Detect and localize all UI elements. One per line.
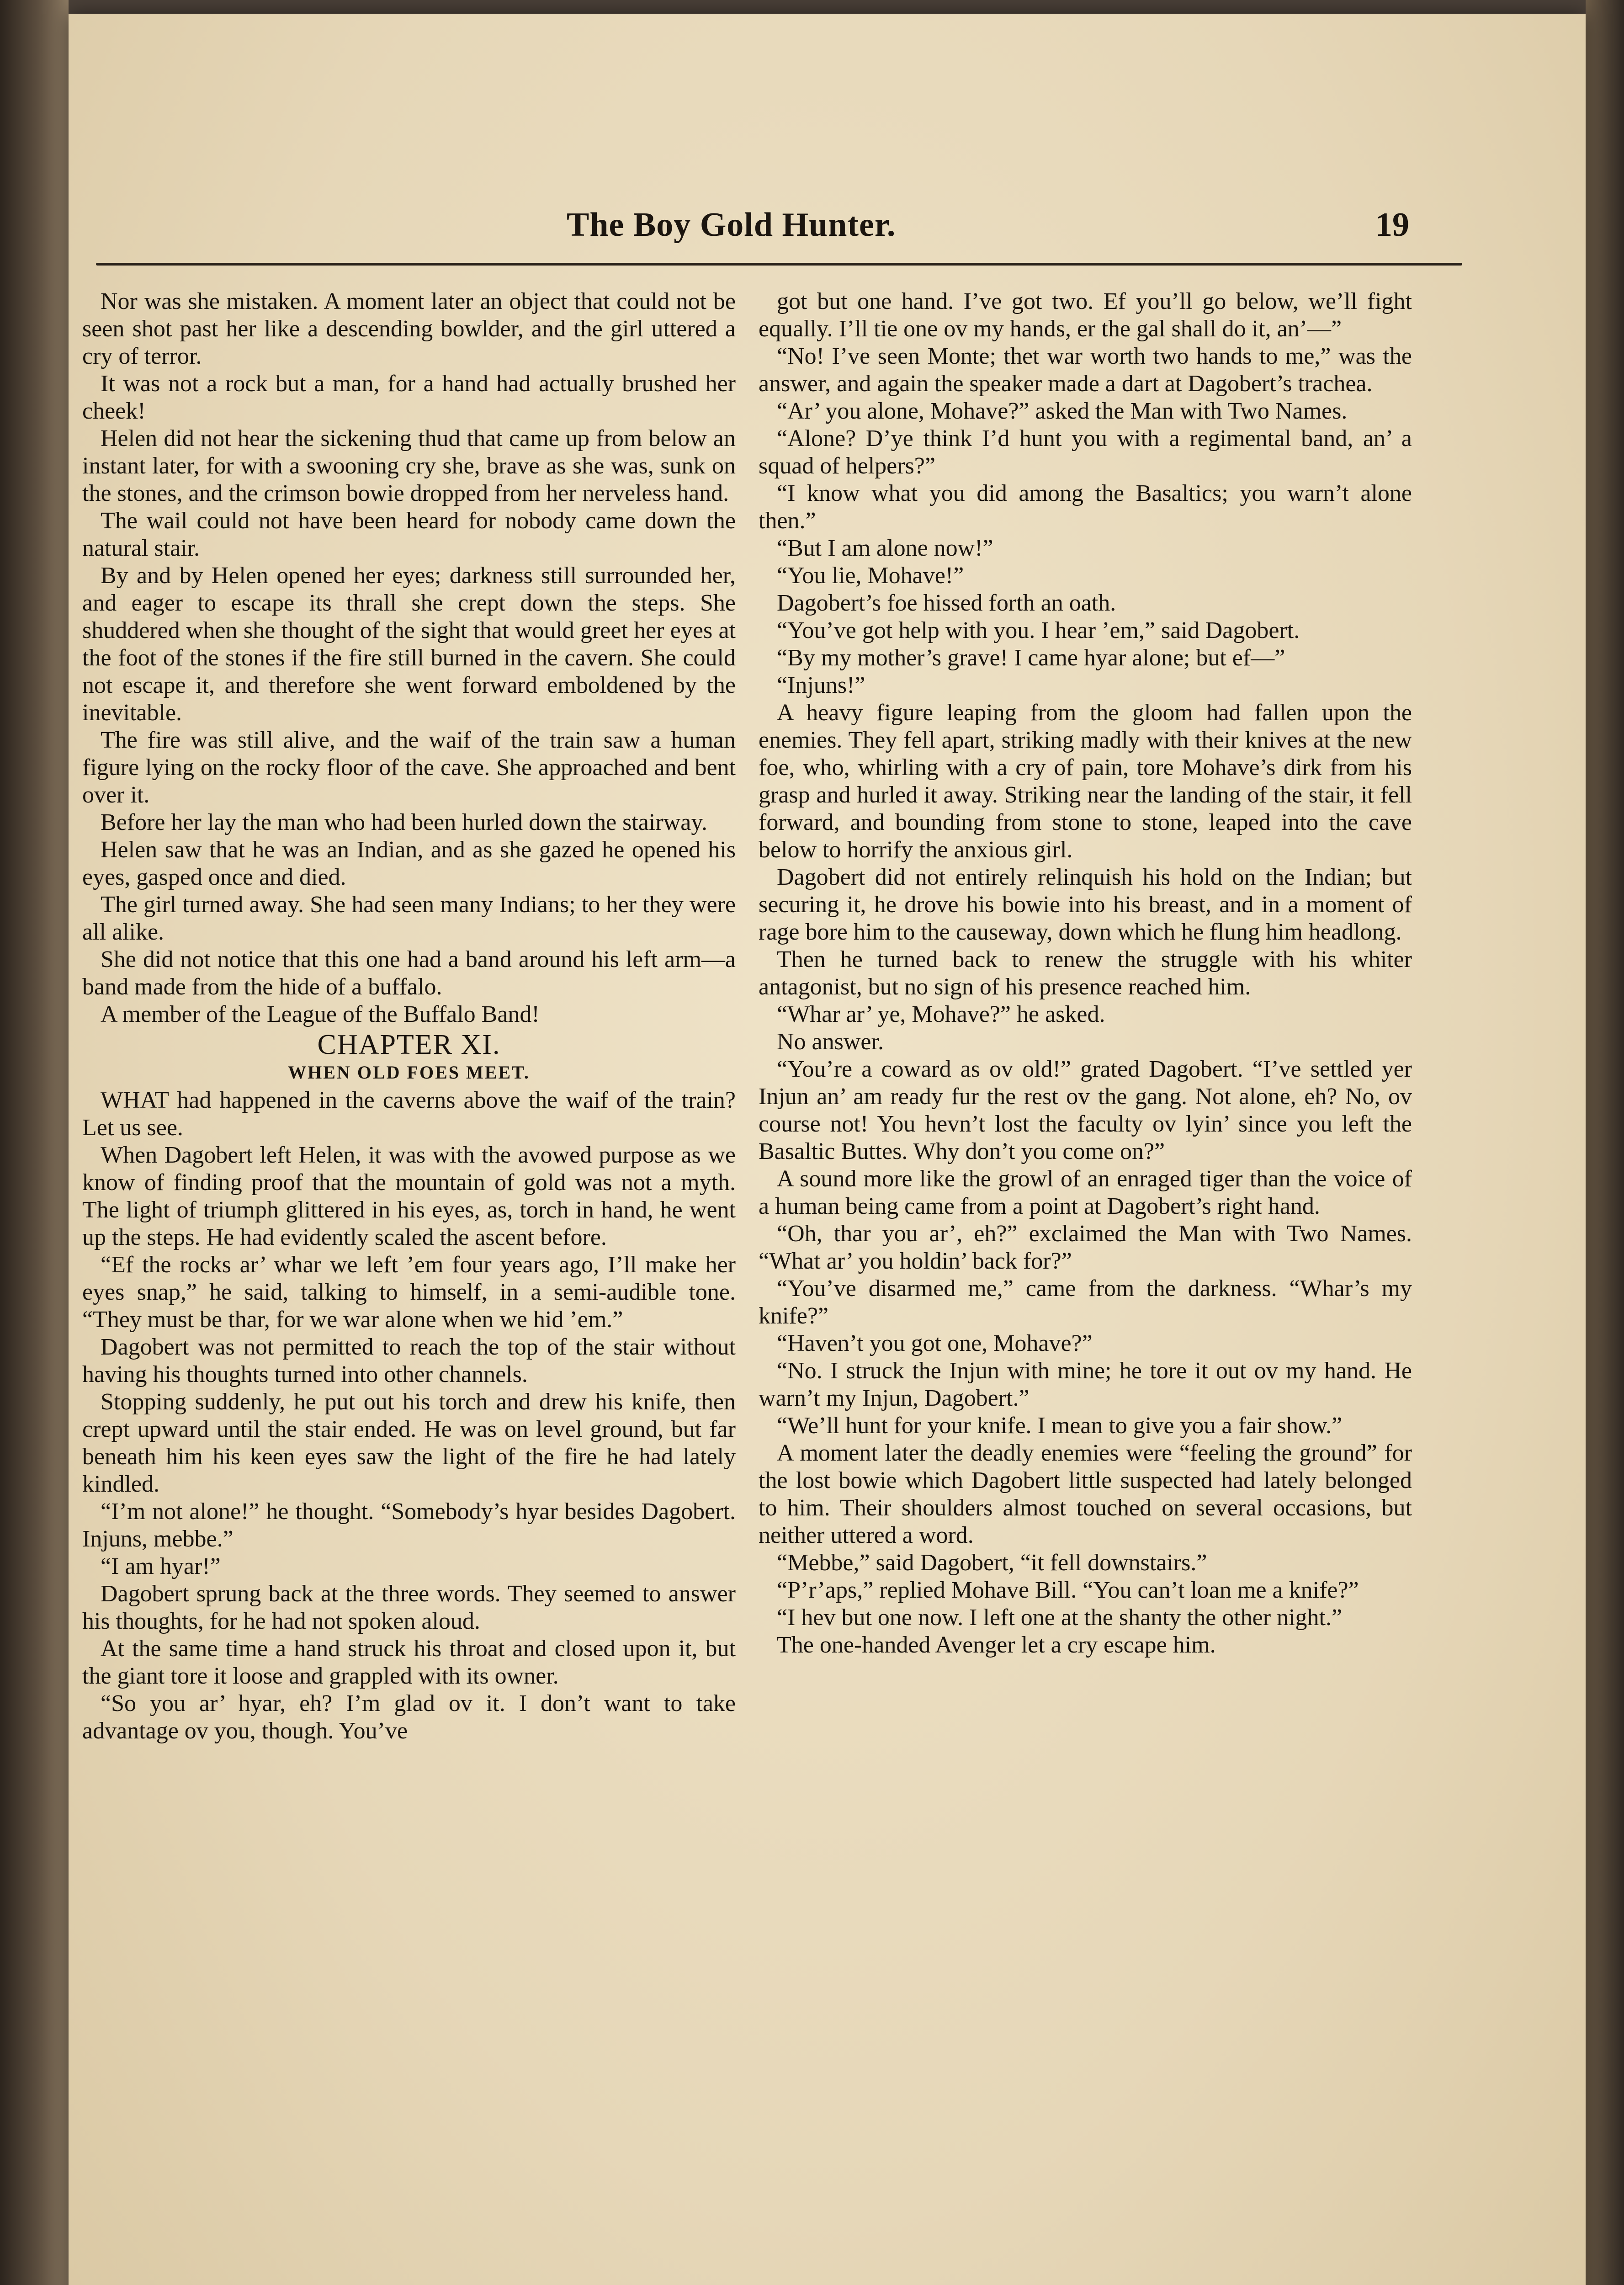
paragraph: The fire was still alive, and the waif of the train saw a human figure lying on the rocky floor of the cave. She approached and bent over it. bbox=[82, 727, 736, 808]
paragraph: Helen saw that he was an Indian, and as she gazed he opened his eyes, gasped once and died. bbox=[82, 837, 736, 890]
paragraph: “I’m not alone!” he thought. “Somebody’s hyar besides Dagobert. Injuns, mebbe.” bbox=[82, 1499, 736, 1552]
page-edge bbox=[1586, 0, 1624, 2285]
paragraph: WHAT had happened in the caverns above the waif of the train? Let us see. bbox=[82, 1087, 736, 1141]
paragraph: “Ef the rocks ar’ whar we left ’em four years ago, I’ll make her eyes snap,” he said, talking to himself, in a semi-audible tone. “They must be thar, for we war alone when we hid ’em.” bbox=[82, 1252, 736, 1333]
paragraph: “Alone? D’ye think I’d hunt you with a regimental band, an’ a squad of helpers?” bbox=[759, 425, 1412, 479]
paragraph: It was not a rock but a man, for a hand had actually brushed her cheek! bbox=[82, 371, 736, 424]
paragraph: Dagobert’s foe hissed forth an oath. bbox=[777, 590, 1116, 616]
paragraph: At the same time a hand struck his throat and closed upon it, but the giant tore it loose and grappled with its owner. bbox=[82, 1636, 736, 1689]
paragraph: “Injuns!” bbox=[777, 672, 865, 698]
paragraph: Stopping suddenly, he put out his torch and drew his knife, then crept upward until the stair ended. He was on level ground, but far beneath him his keen eyes saw the light of the fire he had lately kindled. bbox=[82, 1389, 736, 1497]
paragraph: “Mebbe,” said Dagobert, “it fell downstairs.” bbox=[777, 1550, 1207, 1576]
paragraph: A heavy figure leaping from the gloom had fallen upon the enemies. They fell apart, striking madly with their knives at the new foe, who, whirling with a cry of pain, tore Mohave’s dirk from his grasp and hurled it away. Striking near the landing of the stair, it fell forward, and bounding from stone to stone, leaped into the cave below to horrify the anxious girl. bbox=[759, 700, 1412, 863]
paragraph: The girl turned away. She had seen many Indians; to her they were all alike. bbox=[82, 892, 736, 945]
paragraph: “Whar ar’ ye, Mohave?” he asked. bbox=[777, 1001, 1105, 1027]
right-column bbox=[759, 288, 1412, 1659]
paragraph: “But I am alone now!” bbox=[777, 535, 993, 561]
paragraph: “You’re a coward as ov old!” grated Dagobert. “I’ve settled yer Injun an’ am ready fur the rest ov the gang. Not alone, eh? No, ov course not! You hevn’t lost the faculty ov lyin’ since you left the Basaltic Buttes. Why don’t you come on?” bbox=[759, 1056, 1412, 1164]
paragraph: The one-handed Avenger let a cry escape him. bbox=[777, 1632, 1216, 1658]
paragraph: “I hev but one now. I left one at the shanty the other night.” bbox=[777, 1605, 1343, 1631]
paragraph: The wail could not have been heard for nobody came down the natural stair. bbox=[82, 508, 736, 561]
paragraph: “You’ve disarmed me,” came from the darkness. “Whar’s my knife?” bbox=[759, 1275, 1412, 1329]
paragraph: A moment later the deadly enemies were “feeling the ground” for the lost bowie which Dagobert little suspected had lately belonged to him. Their shoulders almost touched on several occasions, but neither uttered a word. bbox=[759, 1440, 1412, 1548]
paragraph: Nor was she mistaken. A moment later an object that could not be seen shot past her like a descending bowlder, and the girl uttered a cry of terror. bbox=[82, 288, 736, 369]
paragraph: No answer. bbox=[777, 1029, 884, 1055]
chapter-subheading: WHEN OLD FOES MEET. bbox=[288, 1062, 530, 1083]
paragraph: “I am hyar!” bbox=[101, 1553, 221, 1579]
paragraph: “No! I’ve seen Monte; thet war worth two hands to me,” was the answer, and again the speaker made a dart at Dagobert’s trachea. bbox=[759, 343, 1412, 397]
page-number: 19 bbox=[1375, 206, 1409, 244]
chapter-heading: CHAPTER XI. bbox=[317, 1029, 501, 1060]
paragraph: Before her lay the man who had been hurled down the stairway. bbox=[101, 809, 707, 835]
left-column bbox=[82, 288, 736, 1745]
book-binding bbox=[0, 0, 69, 2285]
paragraph: “Oh, thar you ar’, eh?” exclaimed the Man with Two Names. “What ar’ you holdin’ back for?” bbox=[759, 1221, 1412, 1274]
paragraph: A sound more like the growl of an enraged tiger than the voice of a human being came from a point at Dagobert’s right hand. bbox=[759, 1166, 1412, 1219]
paragraph: Helen did not hear the sickening thud that came up from below an instant later, for with a swooning cry she, brave as she was, sunk on the stones, and the crimson bowie dropped from her nerveless hand. bbox=[82, 425, 736, 506]
paragraph: By and by Helen opened her eyes; darkness still surrounded her, and eager to escape its thrall she crept down the steps. She shuddered when she thought of the sight that would greet her eyes at the foot of the stones if the fire still burned in the cavern. She could not escape it, and therefore she went forward emboldened by the inevitable. bbox=[82, 563, 736, 726]
paragraph: “Ar’ you alone, Mohave?” asked the Man with Two Names. bbox=[777, 398, 1348, 424]
paragraph: Dagobert was not permitted to reach the top of the stair without having his thoughts turned into other channels. bbox=[82, 1334, 736, 1387]
paragraph: She did not notice that this one had a band around his left arm—a band made from the hide of a buffalo. bbox=[82, 946, 736, 1000]
paragraph: Dagobert sprung back at the three words. They seemed to answer his thoughts, for he had not spoken aloud. bbox=[82, 1581, 736, 1634]
paragraph: “You lie, Mohave!” bbox=[777, 563, 964, 589]
paragraph: “So you ar’ hyar, eh? I’m glad ov it. I don’t want to take advantage ov you, though. You’ve bbox=[82, 1690, 736, 1744]
paragraph: “You’ve got help with you. I hear ’em,” said Dagobert. bbox=[777, 617, 1300, 643]
page-header bbox=[96, 197, 1467, 270]
paragraph: “Haven’t you got one, Mohave?” bbox=[777, 1330, 1093, 1356]
paragraph: “I know what you did among the Basaltics; you warn’t alone then.” bbox=[759, 480, 1412, 534]
paragraph: When Dagobert left Helen, it was with the avowed purpose as we know of finding proof that the mountain of gold was not a myth. The light of triumph glittered in his eyes, as, torch in hand, he went up the steps. He had evidently scaled the ascent before. bbox=[82, 1142, 736, 1250]
paragraph: A member of the League of the Buffalo Band! bbox=[101, 1001, 540, 1027]
paragraph: got but one hand. I’ve got two. Ef you’ll go below, we’ll fight equally. I’ll tie one ov my hands, er the gal shall do it, an’—” bbox=[759, 288, 1412, 342]
paragraph: Then he turned back to renew the struggle with his whiter antagonist, but no sign of his presence reached him. bbox=[759, 946, 1412, 1000]
header-rule bbox=[96, 263, 1462, 266]
paragraph: “P’r’aps,” replied Mohave Bill. “You can’t loan me a knife?” bbox=[777, 1577, 1359, 1603]
running-title: The Boy Gold Hunter. bbox=[567, 206, 896, 244]
paragraph: “No. I struck the Injun with mine; he tore it out ov my hand. He warn’t my Injun, Dagobert.” bbox=[759, 1358, 1412, 1411]
book-page bbox=[69, 14, 1586, 2285]
paragraph: “We’ll hunt for your knife. I mean to give you a fair show.” bbox=[777, 1413, 1343, 1439]
paragraph: “By my mother’s grave! I came hyar alone; but ef—” bbox=[777, 645, 1285, 671]
paragraph: Dagobert did not entirely relinquish his hold on the Indian; but securing it, he drove his bowie into his breast, and in a moment of rage bore him to the causeway, down which he flung him headlong. bbox=[759, 864, 1412, 945]
